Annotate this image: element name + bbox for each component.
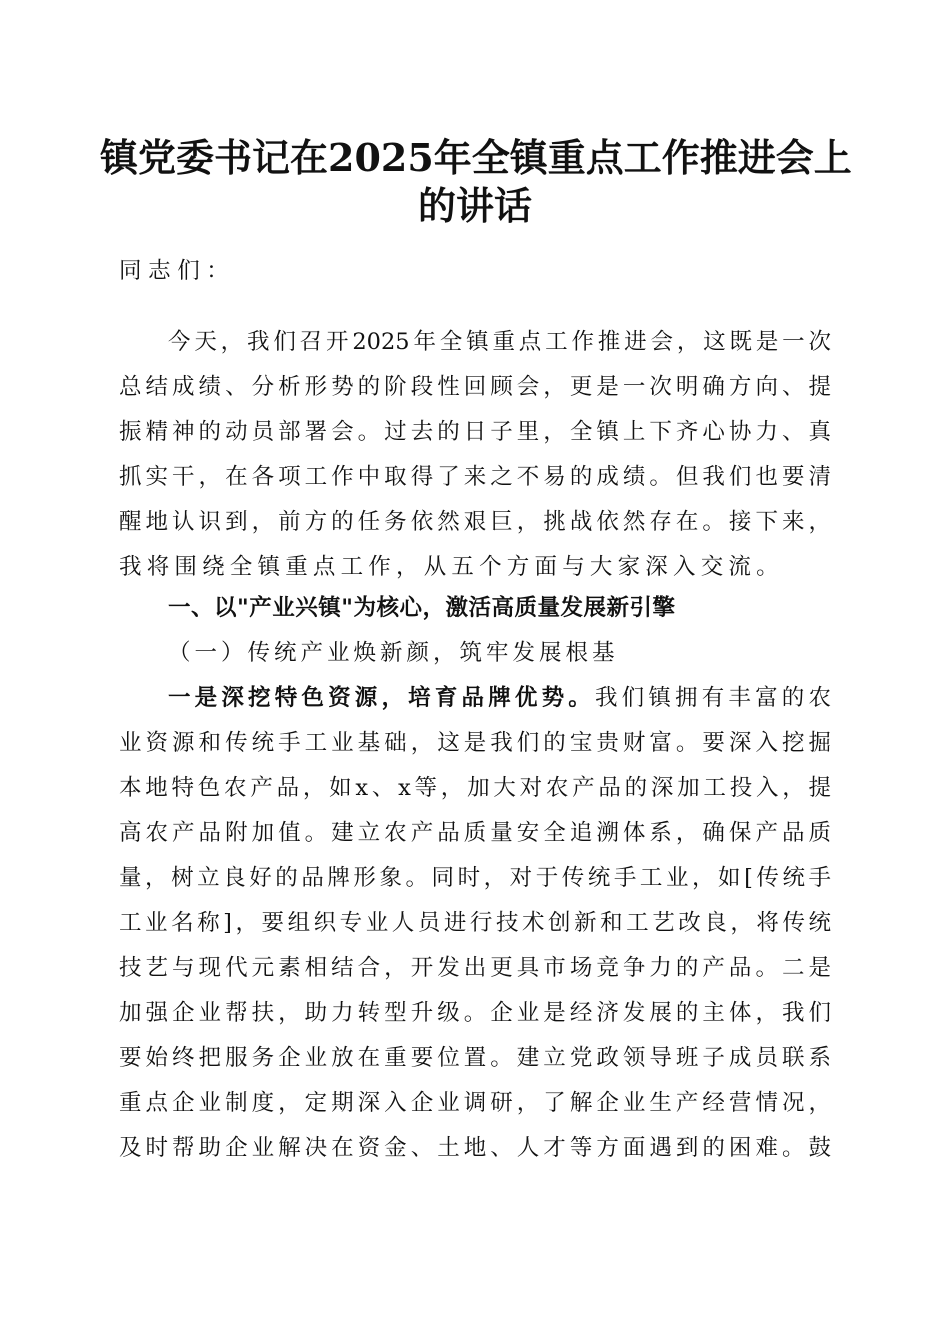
body-line: 要始终把服务企业放在重要位置。建立党政领导班子成员联系	[119, 1045, 831, 1071]
intro-line: 今天，我们召开2025年全镇重点工作推进会，这既是一次	[168, 329, 831, 355]
section-heading: 一、以"产业兴镇"为核心，激活高质量发展新引擎	[168, 595, 676, 621]
body-line: 本地特色农产品，如x、x等，加大对农产品的深加工投入，提	[119, 775, 831, 801]
document-title-line-2: 的讲话	[417, 183, 532, 228]
body-line: 加强企业帮扶，助力转型升级。企业是经济发展的主体，我们	[119, 1000, 831, 1026]
intro-line: 抓实干，在各项工作中取得了来之不易的成绩。但我们也要清	[119, 464, 831, 490]
intro-line: 醒地认识到，前方的任务依然艰巨，挑战依然存在。接下来，	[119, 509, 831, 535]
intro-line: 振精神的动员部署会。过去的日子里，全镇上下齐心协力、真	[119, 419, 831, 445]
intro-line: 我将围绕全镇重点工作，从五个方面与大家深入交流。	[119, 554, 784, 580]
body-line: 重点企业制度，定期深入企业调研，了解企业生产经营情况，	[119, 1090, 831, 1116]
document-title-line-1: 镇党委书记在2025年全镇重点工作推进会上	[100, 135, 852, 180]
body-line: 工业名称]，要组织专业人员进行技术创新和工艺改良，将传统	[119, 910, 831, 936]
body-line: 高农产品附加值。建立农产品质量安全追溯体系，确保产品质	[119, 820, 831, 846]
body-line: 量，树立良好的品牌形象。同时，对于传统手工业，如[传统手	[119, 865, 831, 891]
subsection-heading: （一）传统产业焕新颜，筑牢发展根基	[168, 640, 619, 666]
body-line: 一是深挖特色资源，培育品牌优势。我们镇拥有丰富的农	[168, 685, 831, 711]
intro-line: 总结成绩、分析形势的阶段性回顾会，更是一次明确方向、提	[119, 374, 831, 400]
body-line: 及时帮助企业解决在资金、土地、人才等方面遇到的困难。鼓	[119, 1135, 831, 1161]
point-lead: 一是深挖特色资源，培育品牌优势。	[168, 685, 595, 711]
body-line: 业资源和传统手工业基础，这是我们的宝贵财富。要深入挖掘	[119, 730, 831, 756]
body-line: 技艺与现代元素相结合，开发出更具市场竞争力的产品。二是	[119, 955, 831, 981]
salutation: 同志们：	[119, 258, 236, 284]
